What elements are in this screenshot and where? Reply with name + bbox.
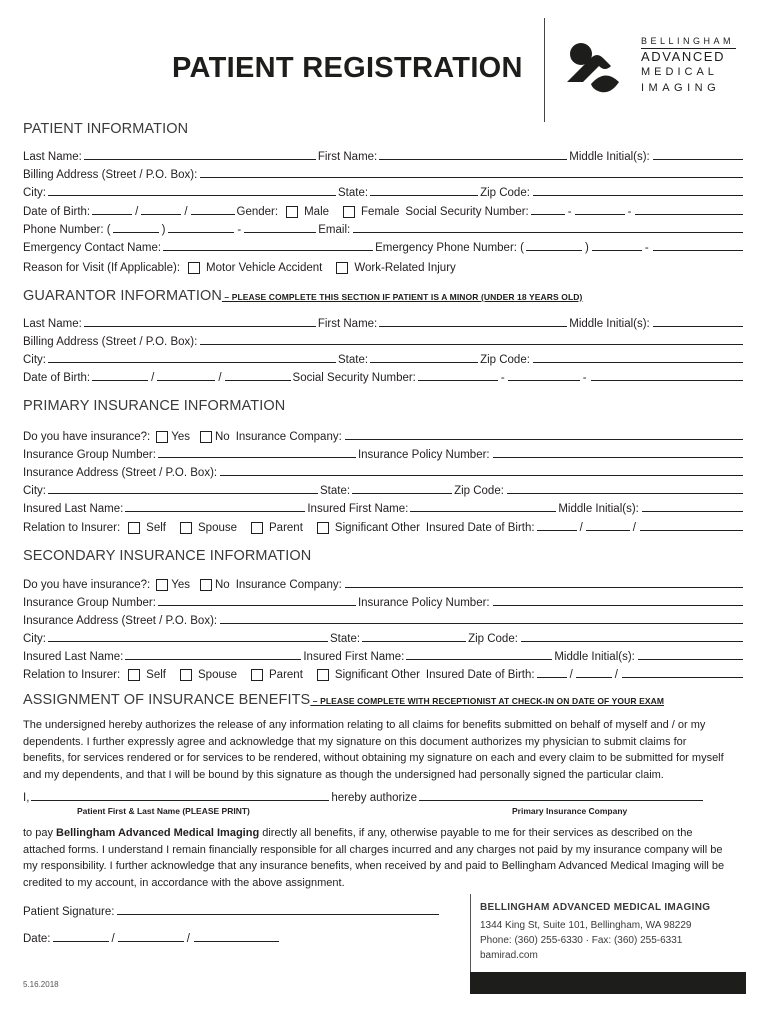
- label: Insured First Name:: [307, 503, 409, 515]
- para-text: directly all benefits, if any, otherwise payable to me for their services as described on the attached forms. I understand I remain financially responsible for all charges incurred and any charges not paid by my insurance company will be my responsibility. I further acknowledge that any insurance benefits, when received by and paid to Bellingham Advanced Medical Imaging will be credited to my account, in accordance with the above assignment.: [23, 827, 725, 889]
- signature-row: [23, 902, 443, 918]
- contact-phone: Phone: (360) 255-6330 · Fax: (360) 255-6331: [480, 935, 683, 946]
- option-label: Spouse: [198, 669, 238, 681]
- primary-company-field[interactable]: [345, 438, 743, 440]
- label: Insurance Policy Number:: [357, 449, 490, 461]
- date-year-field[interactable]: [194, 940, 279, 942]
- label: Middle Initial(s):: [558, 503, 639, 515]
- option-label: Motor Vehicle Accident: [206, 262, 323, 274]
- contact-name: BELLINGHAM ADVANCED MEDICAL IMAGING: [480, 902, 711, 913]
- guarantor-city-field[interactable]: [48, 361, 336, 363]
- authorize-row: [23, 788, 747, 804]
- secondary-relation-row: Relation to Insurer: Self Spouse Parent Significant Other Insured Date of Birth: / /: [23, 665, 747, 681]
- secondary-have-row: [23, 575, 747, 591]
- dob-day-field[interactable]: [141, 213, 181, 215]
- primary-zip-field[interactable]: [507, 492, 743, 494]
- label: State:: [320, 485, 351, 497]
- secondary-yes-checkbox[interactable]: [156, 579, 168, 591]
- secondary-zip-field[interactable]: [521, 640, 743, 642]
- secondary-ins-dob-day[interactable]: [576, 676, 612, 678]
- emergency-area-field[interactable]: [526, 249, 582, 251]
- work-injury-checkbox[interactable]: [336, 262, 348, 274]
- secondary-address-row: [23, 611, 747, 627]
- label: Middle Initial(s):: [569, 151, 650, 163]
- label: City:: [23, 633, 46, 645]
- zip-field[interactable]: [533, 194, 743, 196]
- patient-billing-row: [23, 165, 747, 181]
- primary-ins-last-field[interactable]: [125, 510, 305, 512]
- primary-spouse-checkbox[interactable]: [180, 522, 192, 534]
- label: Reason for Visit (If Applicable):: [23, 262, 181, 274]
- label: Last Name:: [23, 318, 82, 330]
- label: Insured First Name:: [303, 651, 405, 663]
- primary-have-row: [23, 427, 747, 443]
- state-field[interactable]: [370, 194, 478, 196]
- assignment-paragraph-2: [23, 825, 729, 891]
- option-label: Spouse: [198, 522, 238, 534]
- logo-mark-icon: [561, 38, 627, 96]
- ssn-part-3[interactable]: [635, 213, 743, 215]
- patient-emergency-row: Emergency Contact Name: Emergency Phone Number: ( ) -: [23, 238, 747, 254]
- emergency-line-field[interactable]: [653, 249, 743, 251]
- primary-city-field[interactable]: [48, 492, 318, 494]
- option-label: Self: [146, 669, 166, 681]
- guarantor-zip-field[interactable]: [533, 361, 743, 363]
- phone-line-field[interactable]: [244, 231, 316, 233]
- guarantor-state-field[interactable]: [370, 361, 478, 363]
- first-name-field[interactable]: [379, 158, 567, 160]
- date-row: Date: / /: [23, 929, 283, 945]
- guarantor-name-row: [23, 314, 747, 330]
- last-name-field[interactable]: [84, 158, 316, 160]
- secondary-company-field[interactable]: [345, 586, 743, 588]
- label: Patient Signature:: [23, 906, 115, 918]
- patient-city-row: [23, 183, 747, 199]
- primary-group-field[interactable]: [158, 456, 356, 458]
- guarantor-dob-month[interactable]: [92, 379, 148, 381]
- mva-checkbox[interactable]: [188, 262, 200, 274]
- label: Emergency Contact Name:: [23, 242, 162, 254]
- primary-no-checkbox[interactable]: [200, 431, 212, 443]
- guarantor-dob-day[interactable]: [157, 379, 215, 381]
- dob-year-field[interactable]: [191, 213, 235, 215]
- section-heading-primary: PRIMARY INSURANCE INFORMATION: [23, 398, 286, 414]
- label: Insured Last Name:: [23, 651, 124, 663]
- logo-line-3: MEDICAL: [641, 66, 718, 78]
- male-checkbox[interactable]: [286, 206, 298, 218]
- primary-ins-dob-month[interactable]: [537, 529, 577, 531]
- label: State:: [330, 633, 361, 645]
- secondary-spouse-checkbox[interactable]: [180, 669, 192, 681]
- logo-line-2: ADVANCED: [641, 49, 726, 64]
- label: Insured Last Name:: [23, 503, 124, 515]
- guarantor-ssn-2[interactable]: [508, 379, 580, 381]
- secondary-ins-dob-year[interactable]: [622, 676, 743, 678]
- page-title: PATIENT REGISTRATION: [172, 52, 523, 84]
- label: Zip Code:: [480, 187, 530, 199]
- label: Billing Address (Street / P.O. Box):: [23, 169, 198, 181]
- phone-area-field[interactable]: [113, 231, 159, 233]
- label: Insurance Company:: [235, 431, 342, 443]
- guarantor-dob-year[interactable]: [225, 379, 291, 381]
- option-label: Male: [304, 206, 330, 218]
- primary-company-name-field[interactable]: [419, 799, 703, 801]
- primary-ins-dob-day[interactable]: [586, 529, 630, 531]
- label: Insured Date of Birth:: [425, 669, 535, 681]
- patient-name-row: [23, 147, 747, 163]
- heading-text: GUARANTOR INFORMATION: [23, 288, 222, 304]
- secondary-parent-checkbox[interactable]: [251, 669, 263, 681]
- option-label: Work-Related Injury: [354, 262, 456, 274]
- option-label: Significant Other: [334, 669, 420, 681]
- primary-insured-row: [23, 499, 747, 515]
- label: hereby authorize: [331, 792, 418, 804]
- secondary-insured-row: [23, 647, 747, 663]
- secondary-self-checkbox[interactable]: [128, 669, 140, 681]
- heading-text: ASSIGNMENT OF INSURANCE BENEFITS: [23, 692, 311, 708]
- label: State:: [338, 187, 369, 199]
- header-divider: [544, 18, 545, 122]
- emergency-prefix-field[interactable]: [592, 249, 642, 251]
- option-label: Female: [361, 206, 400, 218]
- primary-middle-initial-field[interactable]: [642, 510, 743, 512]
- secondary-city-field[interactable]: [48, 640, 328, 642]
- patient-phone-row: Phone Number: ( ) - Email:: [23, 220, 747, 236]
- middle-initial-field[interactable]: [653, 158, 743, 160]
- company-name-bold: Bellingham Advanced Medical Imaging: [56, 827, 260, 839]
- label: Relation to Insurer:: [23, 669, 121, 681]
- label: Email:: [318, 224, 351, 236]
- primary-ins-dob-year[interactable]: [640, 529, 743, 531]
- label: Middle Initial(s):: [569, 318, 650, 330]
- secondary-ins-last-field[interactable]: [125, 658, 301, 660]
- primary-relation-row: Relation to Insurer: Self Spouse Parent Significant Other Insured Date of Birth: / /: [23, 518, 747, 534]
- option-label: No: [214, 431, 230, 443]
- company-caption: Primary Insurance Company: [512, 806, 628, 816]
- primary-address-row: [23, 463, 747, 479]
- label: Date of Birth:: [23, 372, 91, 384]
- secondary-middle-initial-field[interactable]: [638, 658, 743, 660]
- primary-parent-checkbox[interactable]: [251, 522, 263, 534]
- primary-policy-field[interactable]: [493, 456, 743, 458]
- option-label: Significant Other: [334, 522, 420, 534]
- heading-note: – PLEASE COMPLETE THIS SECTION IF PATIENT IS A MINOR (UNDER 18 YEARS OLD): [221, 292, 583, 302]
- label: Insurance Company:: [235, 579, 342, 591]
- label: State:: [338, 354, 369, 366]
- logo-line-1: BELLINGHAM: [641, 36, 735, 46]
- label: Insurance Group Number:: [23, 449, 156, 461]
- primary-group-row: [23, 445, 747, 461]
- label: City:: [23, 187, 46, 199]
- label: Insurance Group Number:: [23, 597, 156, 609]
- ssn-part-1[interactable]: [531, 213, 565, 215]
- label: First Name:: [317, 318, 378, 330]
- patient-reason-row: [23, 258, 747, 274]
- label: Emergency Phone Number: (: [375, 242, 524, 254]
- phone-prefix-field[interactable]: [168, 231, 234, 233]
- primary-yes-checkbox[interactable]: [156, 431, 168, 443]
- option-label: Parent: [269, 669, 303, 681]
- signature-field[interactable]: [117, 913, 439, 915]
- option-label: Yes: [171, 431, 190, 443]
- form-revision-date: 5.16.2018: [23, 980, 59, 989]
- guarantor-ssn-3[interactable]: [591, 379, 743, 381]
- section-heading-guarantor: [23, 288, 582, 304]
- primary-self-checkbox[interactable]: [128, 522, 140, 534]
- label: Gender:: [236, 206, 279, 218]
- logo: [561, 30, 737, 102]
- para-text: to pay: [23, 827, 57, 839]
- guarantor-billing-field[interactable]: [200, 343, 743, 345]
- guarantor-middle-initial-field[interactable]: [653, 325, 743, 327]
- label: Insurance Address (Street / P.O. Box):: [23, 467, 218, 479]
- label: Phone Number: (: [23, 224, 111, 236]
- billing-address-field[interactable]: [200, 176, 743, 178]
- guarantor-dob-row: Date of Birth: / / Social Security Number: - -: [23, 368, 747, 384]
- secondary-address-field[interactable]: [220, 622, 743, 624]
- primary-other-checkbox[interactable]: [317, 522, 329, 534]
- secondary-state-field[interactable]: [362, 640, 466, 642]
- label: Middle Initial(s):: [554, 651, 635, 663]
- primary-city-row: [23, 481, 747, 497]
- option-label: Yes: [171, 579, 190, 591]
- label: Insured Date of Birth:: [425, 522, 535, 534]
- contact-block: [470, 894, 746, 994]
- secondary-ins-first-field[interactable]: [406, 658, 552, 660]
- contact-web[interactable]: bamirad.com: [480, 950, 538, 961]
- guarantor-last-name-field[interactable]: [84, 325, 316, 327]
- secondary-city-row: [23, 629, 747, 645]
- guarantor-city-row: [23, 350, 747, 366]
- city-field[interactable]: [48, 194, 336, 196]
- option-label: No: [214, 579, 230, 591]
- section-heading-assignment: [23, 692, 664, 708]
- label: Social Security Number:: [292, 372, 416, 384]
- email-field[interactable]: [353, 231, 743, 233]
- patient-print-name-field[interactable]: [31, 799, 329, 801]
- label: Zip Code:: [480, 354, 530, 366]
- guarantor-ssn-1[interactable]: [418, 379, 498, 381]
- heading-note: – PLEASE COMPLETE WITH RECEPTIONIST AT CHECK-IN ON DATE OF YOUR EXAM: [310, 696, 665, 706]
- label: City:: [23, 354, 46, 366]
- secondary-group-row: [23, 593, 747, 609]
- date-day-field[interactable]: [118, 940, 184, 942]
- logo-line-4: IMAGING: [641, 82, 721, 94]
- secondary-other-checkbox[interactable]: [317, 669, 329, 681]
- option-label: Self: [146, 522, 166, 534]
- secondary-group-field[interactable]: [158, 604, 356, 606]
- contact-bar: [470, 972, 746, 994]
- ssn-part-2[interactable]: [575, 213, 625, 215]
- section-heading-patient: PATIENT INFORMATION: [23, 121, 189, 137]
- emergency-contact-field[interactable]: [163, 249, 373, 251]
- label: Date of Birth:: [23, 206, 91, 218]
- patient-dob-row: Date of Birth: / / Gender: Male Female Social Security Number: - -: [23, 202, 747, 218]
- label: First Name:: [317, 151, 378, 163]
- label: City:: [23, 485, 46, 497]
- label: Relation to Insurer:: [23, 522, 121, 534]
- label: Do you have insurance?:: [23, 431, 151, 443]
- female-checkbox[interactable]: [343, 206, 355, 218]
- secondary-policy-field[interactable]: [493, 604, 743, 606]
- guarantor-billing-row: [23, 332, 747, 348]
- option-label: Parent: [269, 522, 303, 534]
- label: Last Name:: [23, 151, 82, 163]
- label: Social Security Number:: [405, 206, 529, 218]
- secondary-ins-dob-month[interactable]: [537, 676, 567, 678]
- label: Zip Code:: [454, 485, 504, 497]
- primary-state-field[interactable]: [352, 492, 452, 494]
- contact-address: 1344 King St, Suite 101, Bellingham, WA 98229: [480, 920, 692, 931]
- secondary-no-checkbox[interactable]: [200, 579, 212, 591]
- guarantor-first-name-field[interactable]: [379, 325, 567, 327]
- label: Do you have insurance?:: [23, 579, 151, 591]
- primary-ins-first-field[interactable]: [410, 510, 556, 512]
- primary-address-field[interactable]: [220, 474, 743, 476]
- section-heading-secondary: SECONDARY INSURANCE INFORMATION: [23, 548, 312, 564]
- label: Insurance Policy Number:: [357, 597, 490, 609]
- date-month-field[interactable]: [53, 940, 109, 942]
- dob-month-field[interactable]: [92, 213, 132, 215]
- assignment-paragraph-1: The undersigned hereby authorizes the release of any information relating to all claims for benefits submitted on behalf of myself and / or my dependents. I further expressly agree and acknowledge that my signature on this document authorizes my physician to submit claims for benefits, for services rendered or for services to be rendered, without obtaining my signature on each and every claim to be submitted for myself and my dependents, and that I will be bound by this signature as though the undersigned had personally signed the particular claim.: [23, 719, 724, 781]
- label: Date:: [23, 933, 51, 945]
- print-name-caption: Patient First & Last Name (PLEASE PRINT): [77, 806, 250, 816]
- label: Billing Address (Street / P.O. Box):: [23, 336, 198, 348]
- label: Insurance Address (Street / P.O. Box):: [23, 615, 218, 627]
- label: I,: [23, 792, 30, 804]
- label: Zip Code:: [468, 633, 518, 645]
